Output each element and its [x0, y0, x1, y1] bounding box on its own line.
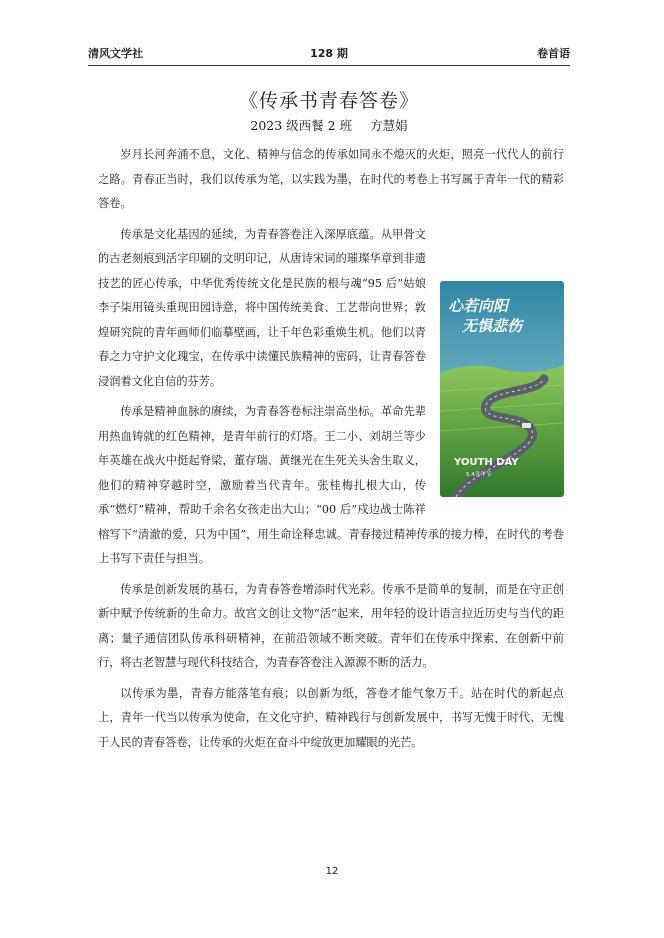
author-name: 方慧娟: [370, 118, 408, 133]
poster-image: [440, 281, 564, 497]
article-title: 《传承书青春答卷》: [238, 90, 419, 112]
magazine-name: 清风文学社: [88, 47, 143, 60]
paragraph-2: 传承是文化基因的延续，为青春答卷注入深厚底蕴。从甲骨文的古老刻痕到活字印刷的文明印记，从唐诗宋词的璀璨华章到非遗技艺的匠心传承，中华优秀传统文化是民族的根与魂“95 后”姑娘李子柒用镜头重现田园诗意，将中国传统美食、工艺带向世界；敦煌研究院的青年画师们临摹壁画，让千年色彩重焕生机。他们以青春之力守护文化瑰宝，在传承中读懂民族精神的密码，让青春答卷浸润着文化自信的芬芳。: [98, 227, 426, 388]
author-class: 2023 级西餐 2 班: [250, 118, 353, 133]
svg-text:YOUTH DAY: YOUTH DAY: [454, 456, 519, 468]
paragraph-1: 岁月长河奔涌不息，文化、精神与信念的传承如同永不熄灭的火炬，照亮一代代人的前行之路。青春正当时，我们以传承为笔，以实践为墨，在时代的考卷上书写属于青年一代的精彩答卷。: [98, 148, 564, 210]
byline: [88, 117, 570, 135]
paragraph-4: 传承是创新发展的基石，为青春答卷增添时代光彩。传承不是简单的复制，而是在守正创新中赋予传统新的生命力。故宫文创让文物“活”起来，用年轻的设计语言拉近历史与当代的距离；量子通信团队传承科研精神，在前沿领域不断突破。青年们在传承中探索，在创新中前行，将古老智慧与现代科技结合，为青春答卷注入源源不断的活力。: [98, 582, 564, 669]
svg-text:无惧悲伤: 无惧悲伤: [462, 316, 523, 335]
issue-number: 128 期: [310, 47, 348, 60]
paragraph-3: 传承是精神血脉的赓续，为青春答卷标注崇高坐标。革命先辈用热血铸就的红色精神，是青年前行的灯塔。王二小、刘胡兰等少年英雄在战火中挺起脊梁，董存瑞、黄继光在生死关头舍生取义，他们的精神穿越时空，激励着当代青年。张桂梅扎根大山，传承“燃灯”精神，帮助千余名女孩走出大山；“00 后”戍边战士陈祥榕写下“清澈的爱，只为中国”，用生命诠释忠诚。青春接过精神传承的接力棒，在时代的考卷上书写下责任与担当。: [98, 405, 564, 565]
page-header: [88, 44, 570, 64]
paragraph-5: 以传承为墨，青春方能落笔有痕；以创新为纸，答卷才能气象万千。站在时代的新起点上，青年一代当以传承为使命，在文化守护、精神践行与创新发展中，书写无愧于时代、无愧于人民的青春答卷，让传承的火炬在奋斗中绽放更加耀眼的光芒。: [98, 686, 564, 749]
article-body: [98, 143, 564, 761]
svg-text:5.4青年节: 5.4青年节: [466, 471, 492, 478]
section-name: 卷首语: [537, 47, 570, 60]
svg-text:心若向阳: 心若向阳: [448, 296, 509, 315]
header-divider: [88, 65, 570, 66]
youth-day-poster: [440, 281, 564, 497]
page-number: 12: [325, 866, 339, 877]
